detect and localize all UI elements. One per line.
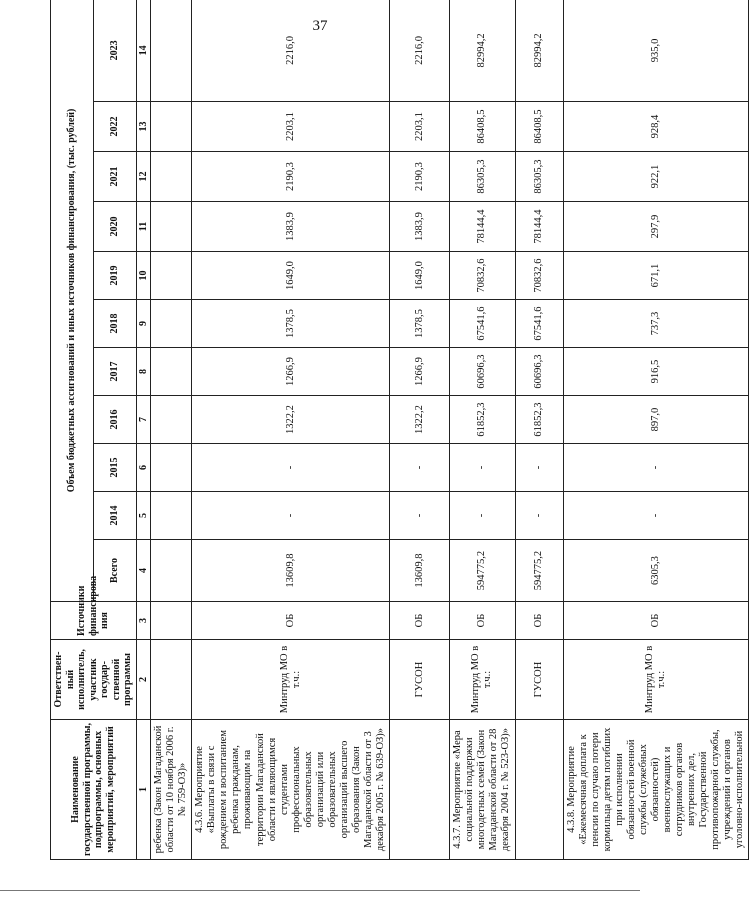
header-name: Наименование государственной программы, подпрограммы, основных мероприятий, мероприятий bbox=[51, 720, 137, 860]
header-year: 2017 bbox=[93, 348, 136, 396]
row-year-value-cell bbox=[151, 396, 192, 444]
bottom-rule bbox=[0, 890, 640, 891]
row-total-cell: 6305,3 bbox=[563, 540, 749, 602]
table-row bbox=[450, 0, 515, 860]
row-year-value-cell: 67541,6 bbox=[450, 300, 515, 348]
row-executor-cell: ГУСОН bbox=[515, 640, 563, 720]
row-source-cell: ОБ bbox=[563, 602, 749, 640]
rotated-table-wrapper bbox=[50, 0, 746, 860]
row-year-value-cell: 82994,2 bbox=[450, 0, 515, 102]
row-year-value-cell: 86305,3 bbox=[515, 152, 563, 202]
row-year-value-cell: 86408,5 bbox=[450, 102, 515, 152]
header-year: 2020 bbox=[93, 202, 136, 252]
row-name-cell: 4.3.8. Мероприятие «Ежемесячная доплата к пенсии по случаю потери кормильца детям погибших при исполнении обязанностей военной службы (служебных обязанностей) военнослужащих и сотрудников органов внутренних дел, Государственной противопожарной службы, учреждений и органов уголовно-исполнительной bbox=[563, 720, 749, 860]
row-year-value-cell: 2216,0 bbox=[390, 0, 450, 102]
row-year-value-cell bbox=[151, 252, 192, 300]
row-year-value-cell: 2216,0 bbox=[192, 0, 390, 102]
column-number: 12 bbox=[136, 152, 151, 202]
row-year-value-cell: 935,0 bbox=[563, 0, 749, 102]
table-row bbox=[151, 0, 192, 860]
header-volume: Объем бюджетных ассигнований и иных источников финансирования, (тыс. рублей) bbox=[51, 0, 94, 602]
row-year-value-cell bbox=[151, 152, 192, 202]
row-year-value-cell bbox=[151, 444, 192, 492]
table-body bbox=[151, 0, 749, 860]
column-number: 9 bbox=[136, 300, 151, 348]
row-year-value-cell: 922,1 bbox=[563, 152, 749, 202]
row-year-value-cell: 78144,4 bbox=[450, 202, 515, 252]
column-number: 6 bbox=[136, 444, 151, 492]
row-source-cell: ОБ bbox=[390, 602, 450, 640]
row-year-value-cell bbox=[151, 0, 192, 102]
column-number: 4 bbox=[136, 540, 151, 602]
row-year-value-cell: - bbox=[192, 492, 390, 540]
table-row bbox=[515, 0, 563, 860]
header-year: 2021 bbox=[93, 152, 136, 202]
row-total-cell: 594775,2 bbox=[515, 540, 563, 602]
row-year-value-cell: 67541,6 bbox=[515, 300, 563, 348]
header-row-1 bbox=[51, 0, 94, 860]
row-year-value-cell: 70832,6 bbox=[450, 252, 515, 300]
row-year-value-cell: 70832,6 bbox=[515, 252, 563, 300]
row-total-cell: 13609,8 bbox=[390, 540, 450, 602]
financing-table bbox=[50, 0, 749, 860]
row-year-value-cell bbox=[151, 492, 192, 540]
row-year-value-cell: 1322,2 bbox=[192, 396, 390, 444]
row-year-value-cell: 2190,3 bbox=[192, 152, 390, 202]
row-year-value-cell: 1649,0 bbox=[192, 252, 390, 300]
row-name-cell: 4.3.7. Мероприятие «Мера социальной поддержки многодетных семей (Закон Магаданской области от 28 декабря 2004 г. № 523-ОЗ)» bbox=[450, 720, 515, 860]
row-year-value-cell: 78144,4 bbox=[515, 202, 563, 252]
row-name-cell: 4.3.6. Мероприятие «Выплаты в связи с рождением и воспитанием ребенка гражданам, проживающим на территории Магаданской области и являющимся студентами профессиональных образовательных организаций или образовательных организаций высшего образования (Закон Магаданской области от 3 декабря 2005 г. № 639-ОЗ)» bbox=[192, 720, 390, 860]
column-number: 5 bbox=[136, 492, 151, 540]
row-year-value-cell: 1383,9 bbox=[192, 202, 390, 252]
row-executor-cell: ГУСОН bbox=[390, 640, 450, 720]
row-year-value-cell bbox=[151, 300, 192, 348]
row-year-value-cell: - bbox=[515, 492, 563, 540]
row-total-cell: 13609,8 bbox=[192, 540, 390, 602]
row-year-value-cell: 82994,2 bbox=[515, 0, 563, 102]
row-executor-cell: Минтруд МО в т.ч.: bbox=[450, 640, 515, 720]
row-year-value-cell: 2203,1 bbox=[192, 102, 390, 152]
row-year-value-cell: - bbox=[563, 492, 749, 540]
column-number: 10 bbox=[136, 252, 151, 300]
row-year-value-cell: 61852,3 bbox=[515, 396, 563, 444]
header-year: 2016 bbox=[93, 396, 136, 444]
row-year-value-cell: 671,1 bbox=[563, 252, 749, 300]
row-year-value-cell: 916,5 bbox=[563, 348, 749, 396]
column-number: 13 bbox=[136, 102, 151, 152]
row-year-value-cell: 1649,0 bbox=[390, 252, 450, 300]
header-executor: Ответствен-ный исполнитель, участник государ-ственной программы bbox=[51, 640, 137, 720]
row-year-value-cell: 1322,2 bbox=[390, 396, 450, 444]
row-year-value-cell: 1378,5 bbox=[192, 300, 390, 348]
row-source-cell bbox=[151, 602, 192, 640]
row-year-value-cell bbox=[151, 202, 192, 252]
row-year-value-cell: 1378,5 bbox=[390, 300, 450, 348]
row-year-value-cell: - bbox=[390, 492, 450, 540]
row-source-cell: ОБ bbox=[450, 602, 515, 640]
column-number: 1 bbox=[136, 720, 151, 860]
header-year: 2019 bbox=[93, 252, 136, 300]
column-number: 2 bbox=[136, 640, 151, 720]
row-year-value-cell: 1383,9 bbox=[390, 202, 450, 252]
row-year-value-cell bbox=[151, 102, 192, 152]
row-total-cell bbox=[151, 540, 192, 602]
row-name-cell: ребенка (Закон Магаданской области от 10 ноября 2006 г. № 759-ОЗ)» bbox=[151, 720, 192, 860]
row-year-value-cell: 2203,1 bbox=[390, 102, 450, 152]
row-year-value-cell: 2190,3 bbox=[390, 152, 450, 202]
header-year: 2015 bbox=[93, 444, 136, 492]
row-year-value-cell: - bbox=[450, 444, 515, 492]
column-number: 7 bbox=[136, 396, 151, 444]
column-number-row bbox=[136, 0, 151, 860]
table-row bbox=[563, 0, 749, 860]
row-year-value-cell: 737,3 bbox=[563, 300, 749, 348]
row-year-value-cell bbox=[151, 348, 192, 396]
row-executor-cell: Минтруд МО в т.ч.: bbox=[192, 640, 390, 720]
page-number: 37 bbox=[312, 18, 328, 34]
table-row bbox=[390, 0, 450, 860]
column-number: 14 bbox=[136, 0, 151, 102]
column-number: 8 bbox=[136, 348, 151, 396]
row-year-value-cell: - bbox=[450, 492, 515, 540]
header-year: 2022 bbox=[93, 102, 136, 152]
row-name-cell bbox=[515, 720, 563, 860]
row-year-value-cell: 60696,3 bbox=[515, 348, 563, 396]
row-year-value-cell: 897,0 bbox=[563, 396, 749, 444]
row-executor-cell: Минтруд МО в т.ч.: bbox=[563, 640, 749, 720]
row-year-value-cell: 928,4 bbox=[563, 102, 749, 152]
header-source: Источники финансирова-ния bbox=[51, 602, 137, 640]
row-total-cell: 594775,2 bbox=[450, 540, 515, 602]
column-number: 11 bbox=[136, 202, 151, 252]
row-executor-cell bbox=[151, 640, 192, 720]
row-year-value-cell: 86408,5 bbox=[515, 102, 563, 152]
row-year-value-cell: 1266,9 bbox=[390, 348, 450, 396]
row-year-value-cell: - bbox=[390, 444, 450, 492]
row-year-value-cell: 61852,3 bbox=[450, 396, 515, 444]
row-year-value-cell: 86305,3 bbox=[450, 152, 515, 202]
row-source-cell: ОБ bbox=[192, 602, 390, 640]
table-row bbox=[192, 0, 390, 860]
header-year: 2018 bbox=[93, 300, 136, 348]
row-year-value-cell: - bbox=[192, 444, 390, 492]
row-year-value-cell: 1266,9 bbox=[192, 348, 390, 396]
row-year-value-cell: - bbox=[515, 444, 563, 492]
row-year-value-cell: 297,9 bbox=[563, 202, 749, 252]
row-year-value-cell: 60696,3 bbox=[450, 348, 515, 396]
row-name-cell bbox=[390, 720, 450, 860]
column-number: 3 bbox=[136, 602, 151, 640]
row-source-cell: ОБ bbox=[515, 602, 563, 640]
header-year: 2014 bbox=[93, 492, 136, 540]
row-year-value-cell: - bbox=[563, 444, 749, 492]
header-year: 2023 bbox=[93, 0, 136, 102]
header-total: Всего bbox=[93, 540, 136, 602]
